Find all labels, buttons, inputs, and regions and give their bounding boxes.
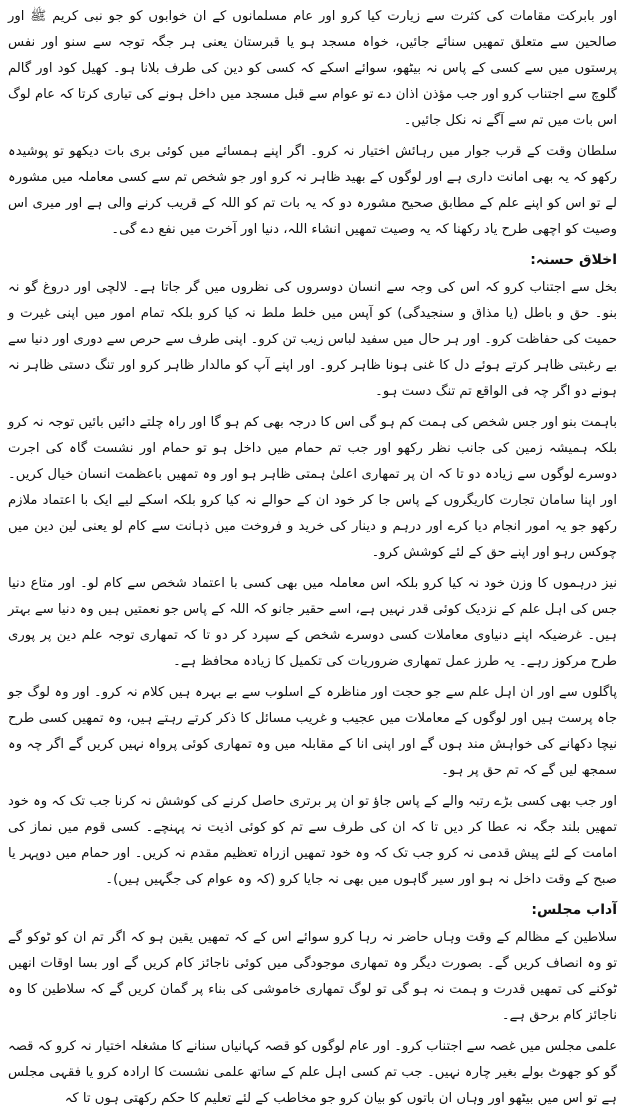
paragraph: اور جب بھی کسی بڑے رتبہ والے کے پاس جاؤ تو ان پر برتری حاصل کرنے کی کوشش نہ کرنا جب تک کہ وہ خود تمھیں بلند جگہ نہ عطا کر دیں تا کہ ان کی طرف سے تم کو کوئی اذیت نہ پہنچے۔ کسی قوم میں نماز کی امامت کے لئے پیش قدمی نہ کرو جب تک کہ وہ خود تمھیں ازراہ تعظیم مقدم نہ کریں۔ اور حمام میں دوپہر یا صبح کے وقت داخل نہ ہو اور سیر گاہوں میں بھی نہ جایا کرو (کہ وہ عوام کی جگہیں ہیں)۔ — [8, 794, 617, 887]
paragraph: باہمت بنو اور جس شخص کی ہمت کم ہو گی اس کا درجہ بھی کم ہو گا اور راہ چلتے دائیں بائیں توجہ نہ کرو بلکہ ہمیشہ زمین کی جانب نظر رکھو اور جب تم حمام میں داخل ہو تو حمام اور نشست گاہ کی اجرت دوسرے لوگوں سے زیادہ دو تا کہ ان پر تمھاری اعلیٰ ہمتی ظاہر ہو اور وہ تمھیں باعظمت انسان خیال کریں۔ اور اپنا سامان تجارت کاریگروں کے پاس جا کر خود ان کے حوالے نہ کیا کرو بلکہ اسکے لیے ایک با اعتماد ملازم رکھو جو یہ امور انجام دیا کرے اور درہم و دینار کی خرید و فروخت میں ذہانت سے کام لو یعنی لین دین میں چوکس رہو اور اپنے حق کے لئے کوشش کرو۔ — [8, 415, 617, 560]
paragraph: بخل سے اجتناب کرو کہ اس کی وجہ سے انسان دوسروں کی نظروں میں گر جاتا ہے۔ لالچی اور دروغ گو نہ بنو۔ حق و باطل (یا مذاق و سنجیدگی) کو آپس میں خلط ملط نہ کیا کرو بلکہ تمام امور میں اپنی غیرت و حمیت کی حفاظت کرو۔ اور ہر حال میں سفید لباس زیب تن کرو۔ اپنی طرف سے حرص سے دوری اور دنیا سے بے رغبتی ظاہر کرتے ہوئے دل کا غنی ہونا ظاہر کرو۔ اور اپنے آپ کو مالدار ظاہر کرو اور تنگ دستی ظاہر نہ ہونے دو اگر چہ فی الواقع تم تنگ دست ہو۔ — [8, 280, 617, 399]
paragraph: سلطان وقت کے قرب جوار میں رہائش اختیار نہ کرو۔ اگر اپنے ہمسائے میں کوئی بری بات دیکھو تو پوشیدہ رکھو کہ یہ بھی امانت داری ہے اور لوگوں کے بھید ظاہر نہ کرو اور جو شخص تم سے کسی معاملہ میں مشورہ لے تو اس کو اپنے علم کے مطابق صحیح مشورہ دو کہ یہ بات تم کو اللہ کے قریب کرنے والی ہے اور میری اس وصیت کو اچھی طرح یاد رکھنا کہ یہ وصیت تمھیں انشاء اللہ، دنیا اور آخرت میں نفع دے گی۔ — [8, 144, 617, 237]
section-heading: اخلاق حسنہ: — [530, 252, 617, 268]
paragraph: پاگلوں سے اور ان اہل علم سے جو حجت اور مناظرہ کے اسلوب سے بے بہرہ ہیں کلام نہ کرو۔ اور وہ لوگ جو جاہ پرست ہیں اور لوگوں کے معاملات میں عجیب و غریب مسائل کا ذکر کرتے رہتے ہیں، وہ تمھیں کسی طرح نیچا دکھانے کی خواہش مند ہوں گے اور اپنی انا کے مقابلہ میں وہ تمھاری کوئی پرواہ نہیں کریں گے اگر چہ وہ سمجھ لیں گے کہ تم حق پر ہو۔ — [8, 685, 617, 778]
paragraph: اور بابرکت مقامات کی کثرت سے زیارت کیا کرو اور عام مسلمانوں کے ان خوابوں کو جو نبی کریم ﷺ اور صالحین سے متعلق تمھیں سنائے جائیں، خواہ مسجد ہو یا قبرستان یعنی ہر جگہ توجہ سے سنو اور نفس پرستوں میں سے کسی کے پاس نہ بیٹھو، سوائے اسکے کہ کسی کو دین کی طرف بلانا ہو۔ کھیل کود اور گالم گلوچ سے اجتناب کرو اور جب مؤذن اذان دے تو عوام سے قبل مسجد میں داخل ہونے کی تیاری کرتا کہ عام لوگ اس بات میں تم سے آگے نہ نکل جائیں۔ — [8, 9, 617, 128]
paragraph: علمی مجلس میں غصہ سے اجتناب کرو۔ اور عام لوگوں کو قصہ کہانیاں سنانے کا مشغلہ اختیار نہ کرو کہ قصہ گو کو جھوٹ بولے بغیر چارہ نہیں۔ جب تم کسی اہل علم کے ساتھ علمی نشست کا ارادہ کرو یا فقہی مجلس ہے تو اس میں بیٹھو اور وہاں ان باتوں کو بیان کرو جو مخاطب کے لئے تعلیم کا حکم رکھتی ہوں تا کہ — [8, 1039, 617, 1106]
section-heading: آداب مجلس: — [531, 902, 617, 918]
paragraph: نیز درہموں کا وزن خود نہ کیا کرو بلکہ اس معاملہ میں بھی کسی با اعتماد شخص سے کام لو۔ اور متاع دنیا جس کی اہل علم کے نزدیک کوئی قدر نہیں ہے، اسے حقیر جانو کہ اللہ کے پاس جو نعمتیں ہیں وہ دنیا سے بہتر ہیں۔ غرضیکہ اپنے دنیاوی معاملات کسی دوسرے شخص کے سپرد کر دو تا کہ تمھاری توجہ علم دین پر پوری طرح مرکوز رہے۔ یہ طرز عمل تمھاری ضروریات کی تکمیل کا زیادہ محافظ ہے۔ — [8, 576, 617, 669]
paragraph: سلاطین کے مظالم کے وقت وہاں حاضر نہ رہا کرو سوائے اس کے کہ تمھیں یقین ہو کہ اگر تم ان کو ٹوکو گے تو وہ انصاف کریں گے۔ بصورت دیگر وہ تمھاری موجودگی میں کوئی ناجائز کام کریں گے اور بسا اوقات انھیں ٹوکنے کی تمھیں قدرت و ہمت نہ ہو گی تو لوگ تمھاری خاموشی کی بناء پر گمان کریں گے کہ سلاطین کا وہ ناجائز کام برحق ہے۔ — [8, 930, 617, 1023]
